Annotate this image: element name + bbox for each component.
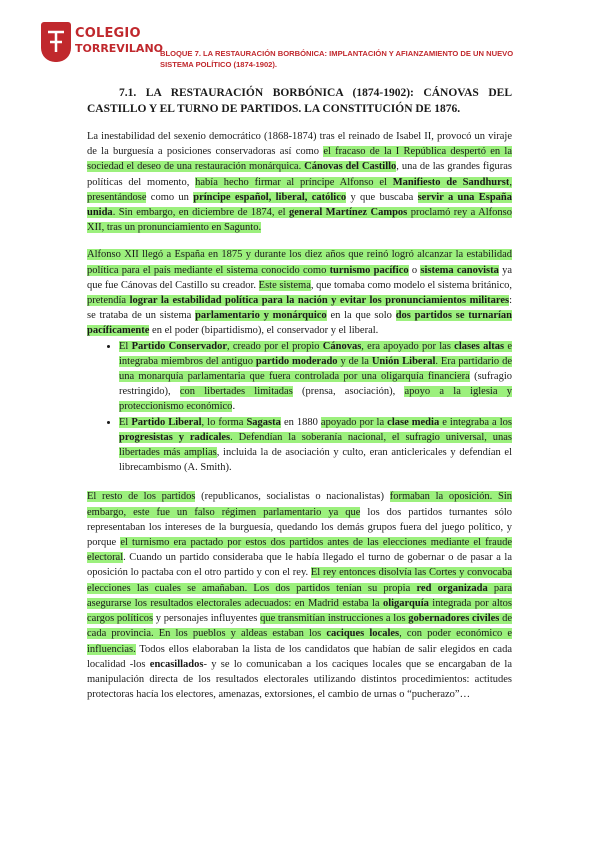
highlighted-text: que transmitían instrucciones a los: [260, 613, 409, 625]
highlighted-text: Cánovas: [322, 340, 362, 352]
highlighted-text: caciques locales: [326, 628, 400, 640]
highlighted-text: oligarquía: [382, 597, 429, 609]
text-run: en el poder (bipartidismo), el conservador y el liberal.: [149, 325, 379, 337]
party-list: [87, 339, 512, 476]
text-run: en la que solo: [326, 310, 396, 322]
highlighted-text: , lo forma: [201, 416, 247, 428]
highlighted-text: , con poder económico e influencias.: [87, 628, 513, 655]
highlighted-text: Sagasta: [246, 416, 281, 428]
highlighted-text: pretendía: [87, 295, 130, 307]
highlighted-text: dos partidos se turnarían pacíficamente: [87, 310, 513, 337]
highlighted-text: clase media: [387, 416, 440, 428]
text-run: y personajes influyentes: [153, 613, 261, 625]
text-run: ya que fue Cánovas del Castillo su creador.: [87, 264, 513, 291]
paragraph-1: [87, 129, 512, 235]
highlighted-text: el fracaso de la I República despertó en la sociedad el deseo de una restauración monárquica.: [87, 146, 512, 173]
highlighted-text: Partido Conservador: [131, 340, 227, 352]
list-item-conservative: [119, 339, 512, 415]
text-run: Todos ellos elaboraban la lista de los candidatos que habían de salir elegidos en cada localidad -los: [87, 643, 512, 670]
text-run: encasillados: [149, 658, 204, 670]
highlighted-text: , presentándose: [87, 176, 512, 203]
text-run: en 1880: [280, 416, 321, 428]
highlighted-text: . Era partidario de una monarquía parlamentaria que fuera controlada por una oligarquía financiera: [119, 355, 512, 383]
paragraph-3: [87, 489, 512, 702]
highlighted-text: El: [119, 416, 132, 428]
highlighted-text: gobernadores civiles: [408, 613, 500, 625]
text-run: , incluida la de asociación y culto, eran anticlericales y defendían el librecambismo (A. Smith).: [119, 447, 512, 474]
highlighted-text: , creado por el propio: [226, 340, 323, 352]
highlighted-text: con libertades limitadas: [179, 386, 293, 398]
highlighted-text: había hecho firmar al príncipe Alfonso el: [195, 176, 393, 188]
highlighted-text: , era apoyado por las: [361, 340, 455, 352]
text-run: y que buscaba: [346, 191, 418, 203]
highlighted-text: y de la: [337, 355, 372, 367]
highlighted-text: proclamó rey a Alfonso XII, tras un pronunciamiento en Sagunto.: [87, 207, 512, 234]
highlighted-text: formaban la oposición. Sin embargo, este fue un falso régimen parlamentario ya que: [87, 491, 512, 518]
highlighted-text: e integraba miembros del antiguo: [119, 340, 512, 367]
logo-line-1: COLEGIO: [75, 26, 141, 41]
highlighted-text: para asegurarse los resultados electorales adecuados: en Madrid estaba la: [87, 582, 512, 609]
highlighted-text: servir a una España unida: [87, 191, 512, 219]
highlighted-text: Manifiesto de Sandhurst: [392, 176, 510, 188]
text-run: .: [232, 401, 236, 413]
highlighted-text: Cánovas del Castillo: [304, 161, 397, 173]
highlighted-text: clases altas: [454, 340, 505, 352]
highlighted-text: El: [119, 340, 132, 352]
text-run: (sufragio restringido),: [119, 371, 513, 398]
highlighted-text: parlamentario y monárquico: [195, 310, 327, 322]
highlighted-text: Alfonso XII llegó a España en 1875 y durante los diez años que reinó logró alcanzar la estabilidad política para el país mediante el sistema conocido como: [87, 249, 512, 276]
highlighted-text: general Martínez Campos: [289, 207, 408, 219]
highlighted-text: turnismo pacífico: [329, 264, 409, 276]
highlighted-text: Unión Liberal: [371, 355, 436, 367]
section-title-text: 7.1. LA RESTAURACIÓN BORBÓNICA (1874-1902): CÁNOVAS DEL CASTILLO Y EL TURNO DE PARTIDOS. LA CONSTITUCIÓN DE 1876.: [87, 87, 512, 115]
text-run: como un: [146, 191, 194, 203]
text-run: los dos partidos turnantes sólo representaban los intereses de la burguesía, quedando los demás grupos fuera del juego político, y porque: [87, 506, 512, 549]
school-logo: [41, 20, 163, 70]
text-run: La inestabilidad del sexenio democrático (1868-1874) tras el reinado de Isabel II, provocó un viraje de la burguesía a posiciones conservadoras así como: [87, 131, 512, 158]
highlighted-text: lograr la estabilidad política para la nación y evitar los pronunciamientos militares: [129, 295, 510, 307]
highlighted-text: apoyo a la iglesia y proteccionismo económico: [119, 386, 512, 413]
section-title: [87, 85, 512, 117]
text-run: : se trataba de un sistema: [87, 295, 512, 322]
highlighted-text: el turnismo era pactado por estos dos partidos antes de las elecciones mediante el fraude electoral: [87, 537, 512, 564]
highlighted-text: de cada provincia. En los pueblos y aldeas estaban los: [87, 613, 512, 640]
text-run: . Cuando un partido consideraba que le había llegado el turno de gobernar o de pasar a la oposición lo pactaba con el otro partido y con el rey.: [87, 552, 512, 579]
shield-icon: [41, 22, 71, 62]
block-header: BLOQUE 7. LA RESTAURACIÓN BORBÓNICA: IMPLANTACIÓN Y AFIANZAMIENTO DE UN NUEVO SISTEMA POLÍTICO (1874-1902).: [160, 49, 514, 69]
highlighted-text: . Sin embargo, en diciembre de 1874, el: [112, 207, 289, 219]
highlighted-text: integrada por altos cargos políticos: [87, 597, 512, 625]
highlighted-text: El rey entonces disolvía las Cortes y convocaba elecciones las cuales se amañaban. Los dos partidos tenían su propia: [87, 567, 512, 594]
logo-line-2: TORREVILANO: [75, 42, 163, 55]
text-run: - y se lo comunicaban a los caciques locales que se encargaban de la manipulación directa de los resultados electorales utilizando distintos procedimientos: actitudes protectoras hacía los electores, amenazas, extorsiones, el cambio de urnas o “pucherazo”…: [87, 658, 512, 701]
highlighted-text: Este sistema: [258, 279, 311, 291]
paragraph-2: [87, 247, 512, 338]
highlighted-text: e integraba a los: [439, 416, 512, 428]
text-run: o: [408, 264, 421, 276]
document-body: [87, 129, 512, 714]
text-run: , una de las grandes figuras políticas del momento,: [87, 161, 512, 188]
highlighted-text: príncipe español, liberal, católico: [193, 191, 347, 203]
text-run: (prensa, asociación),: [292, 386, 405, 398]
highlighted-text: red organizada: [416, 582, 488, 594]
highlighted-text: El resto de los partidos: [87, 491, 196, 503]
highlighted-text: apoyado por la: [320, 416, 388, 428]
highlighted-text: sistema canovista: [420, 264, 499, 276]
highlighted-text: Partido Liberal: [131, 416, 202, 428]
list-item-liberal: [119, 415, 512, 476]
text-run: (republicanos, socialistas o nacionalistas): [195, 491, 390, 503]
text-run: , que tomaba como modelo el sistema británico,: [310, 279, 512, 291]
highlighted-text: partido moderado: [255, 355, 338, 367]
highlighted-text: progresistas y radicales: [119, 431, 231, 443]
highlighted-text: . Defendían la soberanía nacional, el sufragio universal, unas libertades más amplias: [119, 431, 513, 459]
